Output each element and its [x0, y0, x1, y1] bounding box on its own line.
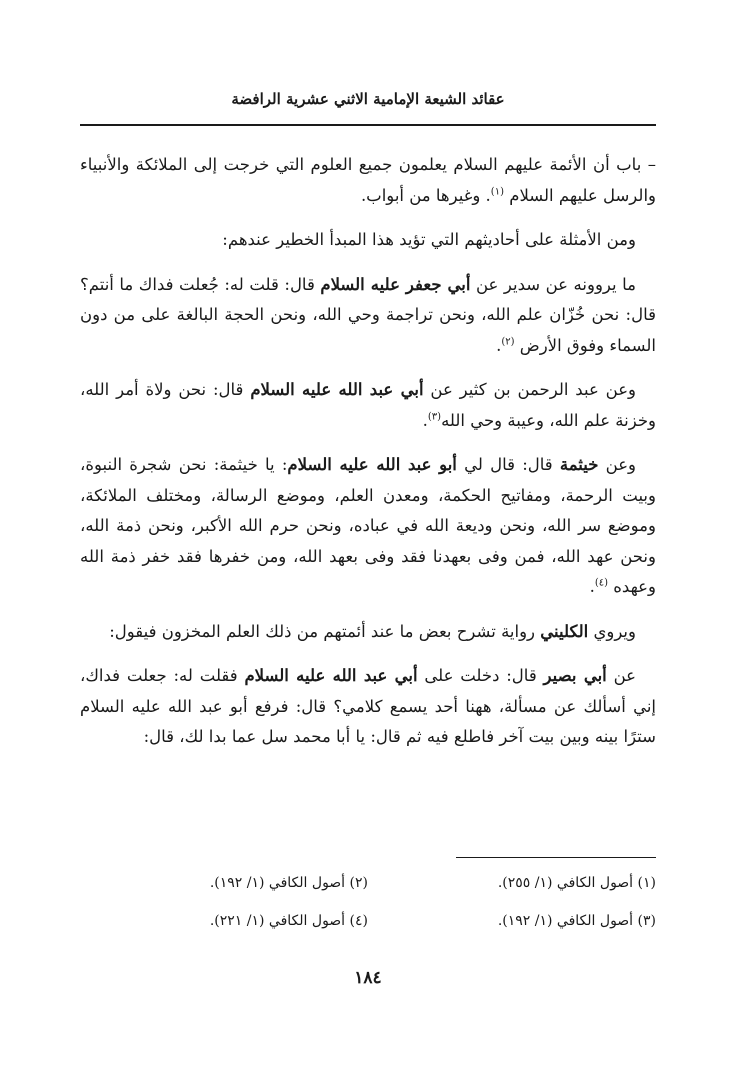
footnotes	[80, 870, 656, 946]
text-run: فقلت له: جعلت فداك، إني أسألك عن مسألة، ههنا أحد يسمع كلامي؟ قال: فرفع أبو عبد الله عليه السلام سترًا بينه وبين بيت آخر فاطلع فيه ثم قال: يا أبا محمد سل عما بدا لك، قال:	[80, 666, 656, 746]
text-run: .	[422, 410, 428, 430]
text-run: وعن عبد الرحمن بن كثير عن	[430, 380, 637, 399]
bold-name: أبي جعفر عليه السلام	[320, 274, 471, 294]
paragraph-sudayr	[80, 270, 656, 362]
text-run: قال: قلت له: جُعلت فداك ما أنتم؟ قال: نحن خُزّان علم الله، ونحن تراجمة وحي الله، ونحن الحجة البالغة على من دون السماء وفوق الأرض	[80, 274, 656, 355]
running-header: عقائد الشيعة الإمامية الاثني عشرية الرافضة	[231, 90, 505, 108]
footnote-1	[368, 870, 656, 908]
footnote-rule	[456, 857, 656, 858]
footnote-row	[80, 908, 656, 946]
footnote-3	[368, 908, 656, 946]
footnote-text: أصول الكافي (١/ ٢٥٥).	[497, 875, 634, 891]
footnote-number: (٣)	[637, 913, 656, 929]
bold-name: أبي بصير	[543, 666, 607, 685]
bold-name: الكليني	[540, 621, 589, 641]
footnote-ref-3: (٣)	[427, 411, 442, 422]
paragraph-abd-al-rahman	[80, 375, 656, 436]
text-run: : يا خيثمة: نحن شجرة النبوة، وبيت الرحمة، ومفاتيح الحكمة، ومعدن العلم، وموضع الرسالة، ومختلف الملائكة، وموضع سر الله، ونحن وديعة الله في عباده، ونحن حرم الله الأكبر، ونحن ذمة الله، ونحن عهد الله، فمن وفى بعهدنا فقد وفى بعهد الله، ومن خفرها فقد خفر ذمة الله وعهده	[80, 455, 656, 596]
bold-name: أبي عبد الله عليه السلام	[250, 380, 424, 399]
text-run: .	[589, 577, 595, 596]
paragraph-khaythama	[80, 450, 656, 603]
text-run: ما يروونه عن سدير عن	[476, 274, 636, 294]
text-run: وعن	[605, 455, 637, 474]
paragraph-kulayni	[80, 617, 656, 648]
text-run: . وغيرها من أبواب.	[360, 185, 491, 205]
footnote-number: (٤)	[349, 913, 368, 929]
footnote-number: (١)	[637, 875, 656, 891]
text-run: قال: نحن ولاة أمر الله، وخزنة علم الله، وعيبة وحي الله	[80, 380, 656, 430]
bold-name: أبو عبد الله عليه السلام	[287, 455, 457, 474]
text-run: ويروي	[593, 621, 636, 641]
text-run: رواية تشرح بعض ما عند أئمتهم من ذلك العلم المخزون فيقول:	[109, 621, 536, 641]
header-rule	[80, 124, 656, 126]
paragraph-abu-basir	[80, 661, 656, 753]
text-run: قال: دخلت على	[424, 666, 537, 685]
footnote-ref-1: (١)	[490, 186, 504, 197]
footnote-text: أصول الكافي (١/ ١٩٢).	[209, 875, 346, 891]
text-run: – باب أن الأئمة عليهم السلام يعلمون جميع العلوم التي خرجت إلى الملائكة والأنبياء والرسل عليهم السلام	[80, 155, 656, 205]
footnote-row	[80, 870, 656, 908]
bold-name: أبي عبد الله عليه السلام	[244, 666, 418, 685]
footnote-ref-2: (٢)	[501, 336, 515, 347]
main-text	[80, 150, 656, 767]
footnote-ref-4: (٤)	[594, 577, 609, 589]
bold-name: خيثمة	[559, 455, 599, 474]
footnote-number: (٢)	[349, 875, 368, 891]
footnote-text: أصول الكافي (١/ ٢٢١).	[209, 913, 346, 929]
footnote-4	[80, 908, 368, 946]
footnote-2	[80, 870, 368, 908]
page-number: ١٨٤	[354, 968, 382, 988]
text-run: .	[496, 335, 502, 355]
text-run: ومن الأمثلة على أحاديثهم التي تؤيد هذا المبدأ الخطير عندهم:	[222, 230, 636, 249]
text-run: عن	[613, 666, 636, 685]
paragraph-intro	[80, 225, 656, 256]
text-run: قال: قال لي	[464, 455, 553, 474]
paragraph-chapter-list	[80, 150, 656, 211]
footnote-text: أصول الكافي (١/ ١٩٢).	[497, 913, 634, 929]
